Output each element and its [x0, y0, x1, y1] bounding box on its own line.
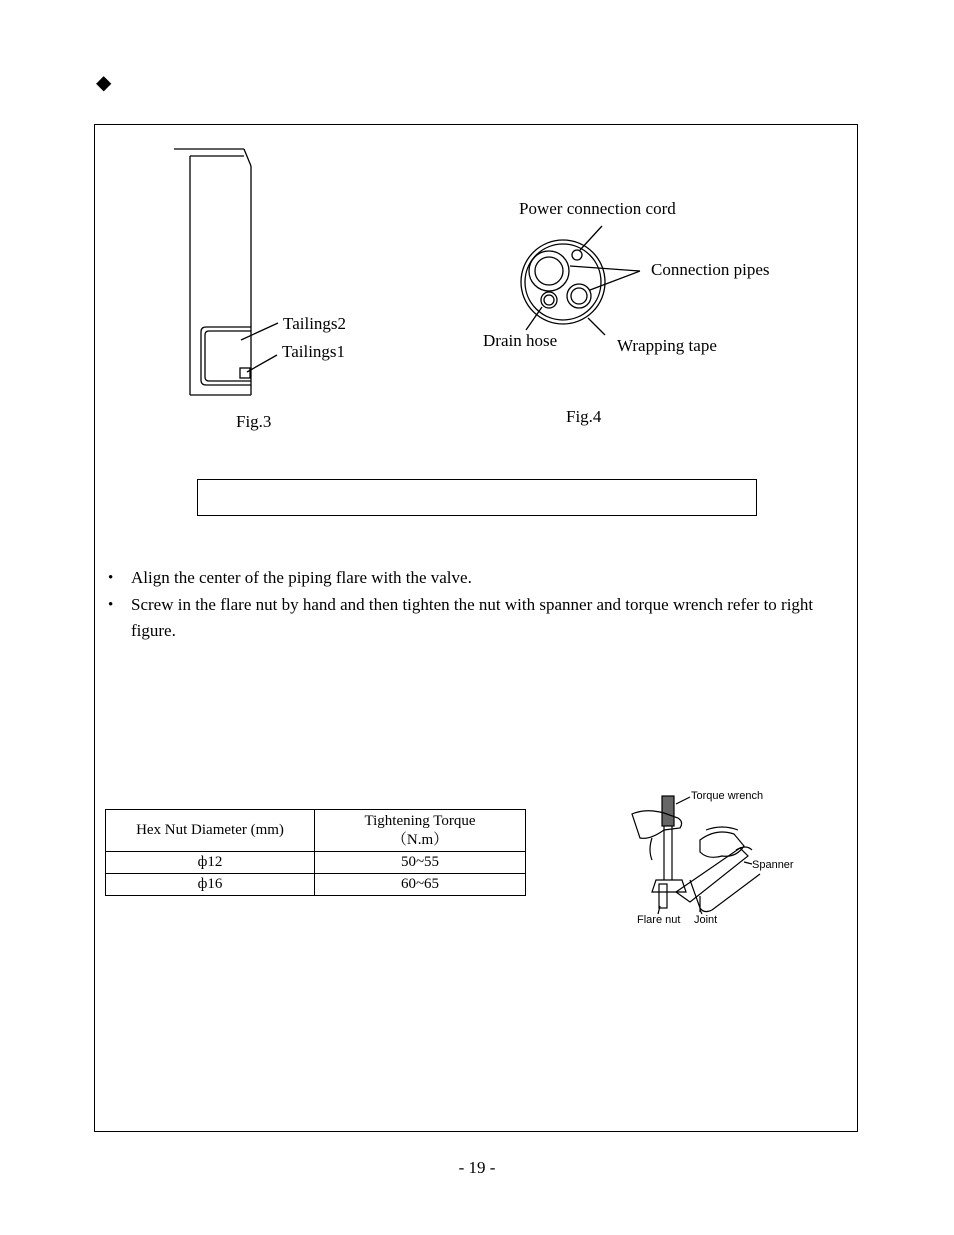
table-cell: 60~65 [315, 874, 526, 896]
bullet-icon: • [108, 597, 114, 613]
instruction-text: Screw in the flare nut by hand and then tighten the nut with spanner and torque wrench refer to right figure. [131, 595, 814, 640]
table-header-line: Tightening Torque [364, 812, 476, 829]
section-marker: ◆ [96, 72, 112, 94]
wrench-label-spanner: Spanner [752, 859, 794, 871]
wrench-label-flare-nut: Flare nut [637, 914, 681, 926]
fig3-label-tailings2: Tailings2 [283, 314, 347, 333]
table-cell: ф16 [106, 874, 315, 896]
table-cell: 50~55 [315, 852, 526, 874]
table-header-cell: Hex Nut Diameter (mm) [106, 810, 315, 852]
fig4-label-power-cord: Power connection cord [519, 199, 676, 218]
wrench-label-torque-wrench: Torque wrench [691, 790, 764, 802]
fig4-label-drain-hose: Drain hose [483, 331, 558, 350]
fig3-label-tailings1: Tailings1 [282, 342, 346, 361]
fig4-label-connection-pipes: Connection pipes [651, 260, 770, 279]
fig4-label-wrapping-tape: Wrapping tape [617, 336, 717, 355]
page-number: - 19 - [458, 1158, 496, 1177]
table-header-line: （N.m） [391, 831, 449, 848]
bullet-icon: • [108, 570, 114, 586]
fig4-caption: Fig.4 [566, 407, 602, 426]
fig3-caption: Fig.3 [236, 412, 272, 431]
instruction-text: Align the center of the piping flare with the valve. [131, 568, 472, 587]
wrench-label-joint: Joint [694, 914, 718, 926]
table-cell: ф12 [106, 852, 315, 874]
